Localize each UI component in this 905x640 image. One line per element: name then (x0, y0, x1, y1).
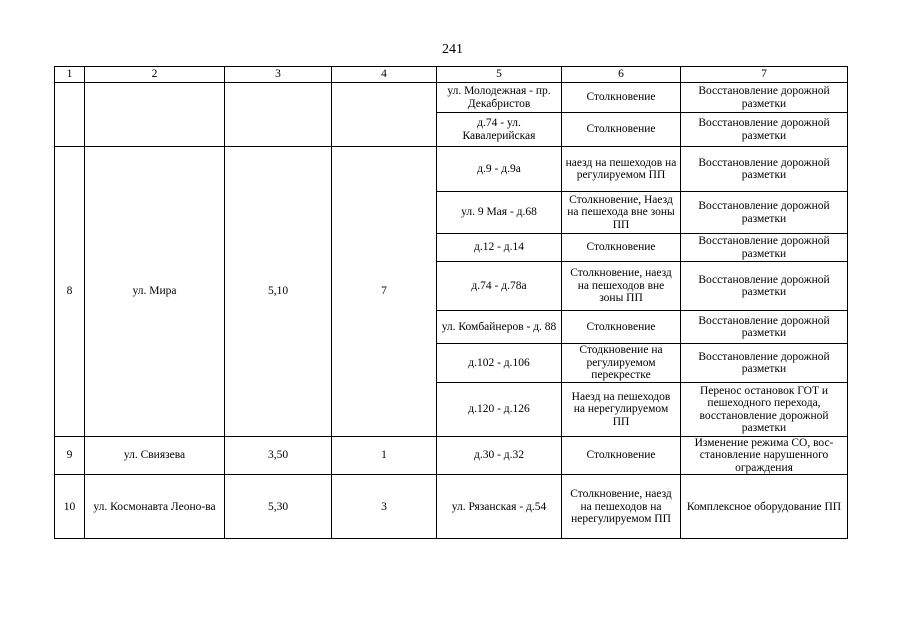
accident-type-cell: Столкновение, наезд на пешеходов вне зоны ПП (562, 262, 681, 311)
length-cell: 3,50 (225, 437, 332, 475)
accident-type-cell: Наезд на пешеходов на нерегулируемом ПП (562, 383, 681, 437)
measure-cell: Восстановление дорожной разметки (681, 147, 848, 192)
accident-type-cell: Столкновение (562, 437, 681, 475)
measure-cell: Восстановление дорожной разметки (681, 311, 848, 344)
measure-cell: Восстановление дорожной разметки (681, 262, 848, 311)
measure-cell: Восстановление дорожной разметки (681, 344, 848, 383)
street-cell (85, 83, 225, 147)
accident-type-cell: Столкновение (562, 311, 681, 344)
measure-cell: Восстановление дорожной разметки (681, 83, 848, 113)
measure-cell: Комплексное оборудование ПП (681, 475, 848, 539)
header-cell-4: 4 (332, 67, 437, 83)
row-number-cell: 10 (55, 475, 85, 539)
location-cell: д.120 - д.126 (437, 383, 562, 437)
accident-type-cell: Столкновение, Наезд на пешехода вне зоны ПП (562, 192, 681, 234)
measure-cell: Восстановление дорожной разметки (681, 192, 848, 234)
measure-cell: Изменение режима СО, вос-становление нарушенного ограждения (681, 437, 848, 475)
row-number-cell: 8 (55, 147, 85, 437)
row-number-cell: 9 (55, 437, 85, 475)
table-row (55, 437, 848, 475)
accident-count-cell: 1 (332, 437, 437, 475)
accident-count-cell: 7 (332, 147, 437, 437)
location-cell: ул. Комбайнеров - д. 88 (437, 311, 562, 344)
header-row (55, 67, 848, 83)
street-cell: ул. Свиязева (85, 437, 225, 475)
header-cell-1: 1 (55, 67, 85, 83)
table-row (55, 147, 848, 192)
measure-cell: Восстановление дорожной разметки (681, 234, 848, 262)
row-number-cell (55, 83, 85, 147)
table-row (55, 83, 848, 113)
street-cell: ул. Мира (85, 147, 225, 437)
length-cell (225, 83, 332, 147)
street-cell: ул. Космонавта Леоно-ва (85, 475, 225, 539)
accident-type-cell: Стодкновение на регулируемом перекрестке (562, 344, 681, 383)
accident-type-cell: Столкновение (562, 83, 681, 113)
measure-cell: Восстановление дорожной разметки (681, 113, 848, 147)
location-cell: д.30 - д.32 (437, 437, 562, 475)
accident-count-cell: 3 (332, 475, 437, 539)
measure-cell: Перенос остановок ГОТ и пешеходного перехода, восстановление дорожной разметки (681, 383, 848, 437)
table-row (55, 475, 848, 539)
page-number: 241 (442, 42, 463, 57)
accident-type-cell: Столкновение (562, 234, 681, 262)
location-cell: ул. 9 Мая - д.68 (437, 192, 562, 234)
location-cell: д.12 - д.14 (437, 234, 562, 262)
accident-type-cell: наезд на пешеходов на регулируемом ПП (562, 147, 681, 192)
location-cell: д.74 - ул. Кавалерийская (437, 113, 562, 147)
header-cell-7: 7 (681, 67, 848, 83)
length-cell: 5,10 (225, 147, 332, 437)
location-cell: д.102 - д.106 (437, 344, 562, 383)
accident-type-cell: Столкновение, наезд на пешеходов на нерегулируемом ПП (562, 475, 681, 539)
accident-type-cell: Столкновение (562, 113, 681, 147)
accident-count-cell (332, 83, 437, 147)
road-accident-table (54, 66, 848, 539)
table-body (55, 67, 848, 539)
location-cell: д.9 - д.9а (437, 147, 562, 192)
header-cell-5: 5 (437, 67, 562, 83)
header-cell-2: 2 (85, 67, 225, 83)
header-cell-3: 3 (225, 67, 332, 83)
location-cell: ул. Молодежная - пр. Декабристов (437, 83, 562, 113)
location-cell: ул. Рязанская - д.54 (437, 475, 562, 539)
length-cell: 5,30 (225, 475, 332, 539)
header-cell-6: 6 (562, 67, 681, 83)
location-cell: д.74 - д.78а (437, 262, 562, 311)
